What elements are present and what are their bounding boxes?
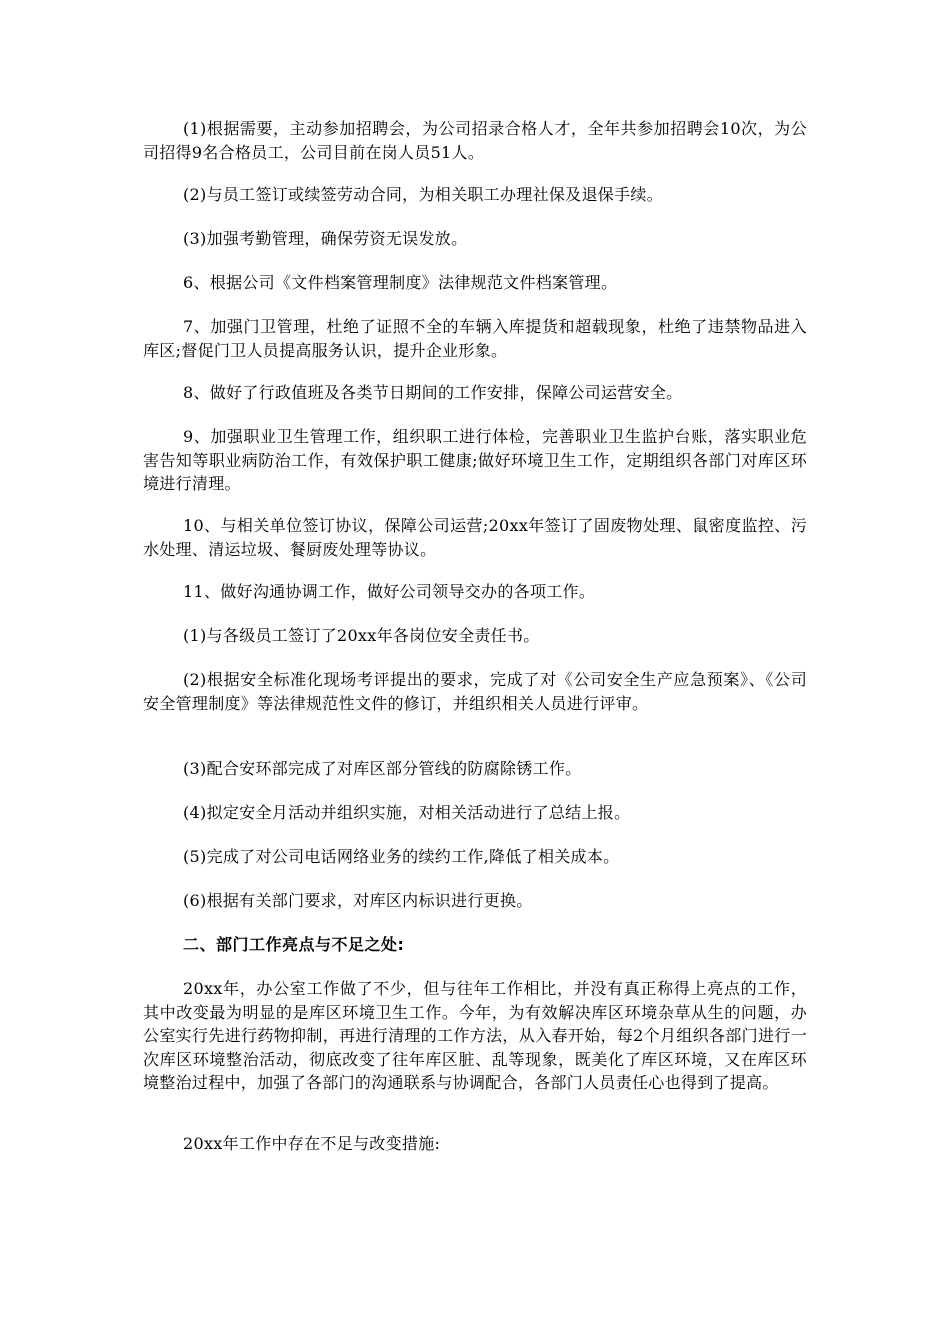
paragraph-safety-responsibility: (1)与各级员工签订了20xx年各岗位安全责任书。: [183, 626, 540, 645]
paragraph-anticorrosion: (3)配合安环部完成了对库区部分管线的防腐除锈工作。: [183, 759, 582, 778]
paragraph-archive-management: 6、根据公司《文件档案管理制度》法律规范文件档案管理。: [183, 273, 618, 292]
paragraph-agreements: 10、与相关单位签订协议，保障公司运营;20xx年签订了固废物处理、鼠密度监控、污水处理、清运垃圾、餐厨废处理等协议。: [143, 516, 807, 559]
paragraph-safety-standards: (2)根据安全标准化现场考评提出的要求，完成了对《公司安全生产应急预案》、《公司安全管理制度》等法律规范性文件的修订，并组织相关人员进行评审。: [143, 670, 807, 713]
paragraph-duty-arrangement: 8、做好了行政值班及各类节日期间的工作安排，保障公司运营安全。: [183, 383, 683, 402]
paragraph-shortcomings: 20xx年工作中存在不足与改变措施:: [183, 1134, 441, 1153]
paragraph-coordination: 11、做好沟通协调工作，做好公司领导交办的各项工作。: [183, 582, 596, 601]
paragraph-occupational-health: 9、加强职业卫生管理工作，组织职工进行体检，完善职业卫生监护台账，落实职业危害告知等职业病防治工作，有效保护职工健康;做好环境卫生工作，定期组织各部门对库区环境进行清理。: [143, 427, 807, 493]
paragraph-gate-management: 7、加强门卫管理，杜绝了证照不全的车辆入库提货和超载现象，杜绝了违禁物品进入库区;督促门卫人员提高服务认识，提升企业形象。: [143, 317, 807, 360]
paragraph-labor-contract: (2)与员工签订或续签劳动合同，为相关职工办理社保及退保手续。: [183, 185, 663, 204]
paragraph-telecom-renewal: (5)完成了对公司电话网络业务的续约工作,降低了相关成本。: [183, 847, 620, 866]
paragraph-attendance: (3)加强考勤管理，确保劳资无误发放。: [183, 229, 468, 248]
paragraph-highlights: 20xx年，办公室工作做了不少，但与往年工作相比，并没有真正称得上亮点的工作，其中改变最为明显的是库区环境卫生工作。今年，为有效解决库区环境杂草从生的问题，办公室实行先进行药物抑制，再进行清理的工作方法，从入春开始，每2个月组织各部门进行一次库区环境整治活动，彻底改变了往年库区脏、乱等现象，既美化了库区环境，又在库区环境整治过程中，加强了各部门的沟通联系与协调配合，各部门人员责任心也得到了提高。: [143, 979, 807, 1092]
paragraph-safety-month: (4)拟定安全月活动并组织实施，对相关活动进行了总结上报。: [183, 803, 631, 822]
paragraph-recruitment: (1)根据需要，主动参加招聘会，为公司招录合格人才，全年共参加招聘会10次，为公司招得9名合格员工，公司目前在岗人员51人。: [143, 119, 807, 162]
section-heading-highlights: 二、部门工作亮点与不足之处:: [183, 935, 405, 954]
paragraph-signage: (6)根据有关部门要求，对库区内标识进行更换。: [183, 891, 533, 910]
